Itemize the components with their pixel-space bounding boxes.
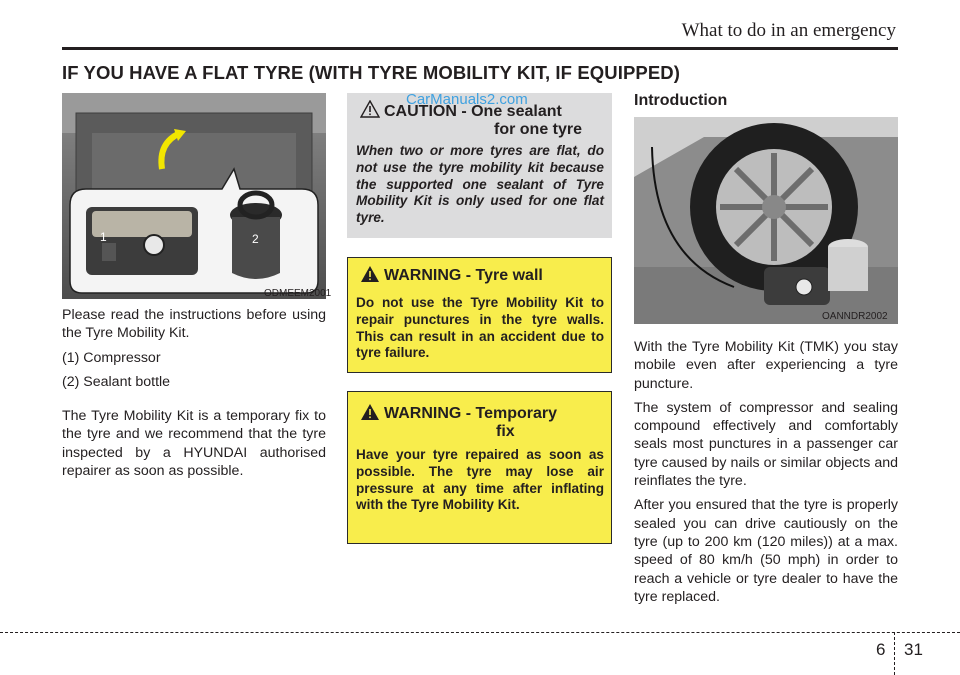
caution-body: When two or more tyres are flat, do not use the tyre mobility kit because the supported one sealant of Tyre Mobility Kit is only used for one flat tyre. (356, 143, 604, 226)
right-text-column (634, 338, 898, 612)
warning-2-heading (384, 405, 557, 423)
section-title: IF YOU HAVE A FLAT TYRE (WITH TYRE MOBILITY KIT, IF EQUIPPED) (62, 62, 680, 83)
warning-1-title: - Tyre wall (461, 267, 543, 284)
callout-1-label: 1 (100, 230, 107, 244)
warning-2-label: WARNING (384, 405, 462, 422)
warning-triangle-icon (360, 265, 380, 283)
warning-1-label: WARNING (384, 267, 462, 284)
header-rule (62, 47, 898, 50)
page-number: 31 (904, 640, 923, 659)
footer-divider (894, 632, 895, 675)
sealing-system-text: The system of compressor and sealing compound effectively and comfortably seals most punctures in a passenger car tyre caused by nails or similar objects and reinflates the tyre. (634, 399, 898, 490)
introduction-heading: Introduction (634, 92, 728, 109)
caution-label: CAUTION (384, 103, 457, 120)
warning-2-title-line2: fix (496, 423, 515, 440)
warning-1-body: Do not use the Tyre Mobility Kit to repair punctures in the tyre walls. This can result in an accident due to tyre failure. (356, 295, 604, 361)
left-photo-code: ODMEEM2001 (264, 288, 332, 299)
caution-title-line2: for one tyre (494, 121, 583, 138)
trunk-kit-illustration (62, 93, 326, 299)
left-text-column (62, 306, 326, 486)
warning-triangle-icon (360, 403, 380, 421)
temporary-fix-text: The Tyre Mobility Kit is a temporary fix to the tyre and we recommend that the tyre inspected by a HYUNDAI authorised repairer as soon as possible. (62, 408, 326, 480)
warning-2-body: Have your tyre repaired as soon as possible. The tyre may lose air pressure at any time after inflating with the Tyre Mobility Kit. (356, 447, 604, 513)
intro-text: Please read the instructions before using the Tyre Mobility Kit. (62, 307, 326, 342)
driving-after-repair-text: After you ensured that the tyre is properly sealed you can drive cautiously on the tyre (up to 200 km (120 miles)) at a max. speed of 80 km/h (50 mph) in order to reach a vehicle or tyre dealer to have the tyre replaced. (634, 497, 898, 605)
footer-rule (0, 632, 960, 633)
tmk-intro-text: With the Tyre Mobility Kit (TMK) you stay mobile even after experiencing a tyre puncture. (634, 339, 898, 392)
wheel-compressor-illustration (634, 117, 898, 324)
wheel-compressor-photo (634, 117, 898, 324)
running-header: What to do in an emergency (681, 20, 896, 41)
caution-title-line1: - One sealant (456, 103, 562, 120)
sealant-bottle-item: (2) Sealant bottle (62, 373, 171, 390)
callout-2-label: 2 (252, 232, 259, 246)
chapter-number: 6 (876, 640, 886, 659)
warning-1-heading (384, 267, 543, 285)
compressor-item: (1) Compressor (62, 349, 161, 366)
caution-triangle-icon (360, 100, 380, 118)
right-photo-code: OANNDR2002 (822, 311, 888, 322)
trunk-kit-photo (62, 93, 326, 299)
watermark: CarManuals2.com (406, 91, 528, 108)
warning-2-title-line1: - Temporary (461, 405, 558, 422)
